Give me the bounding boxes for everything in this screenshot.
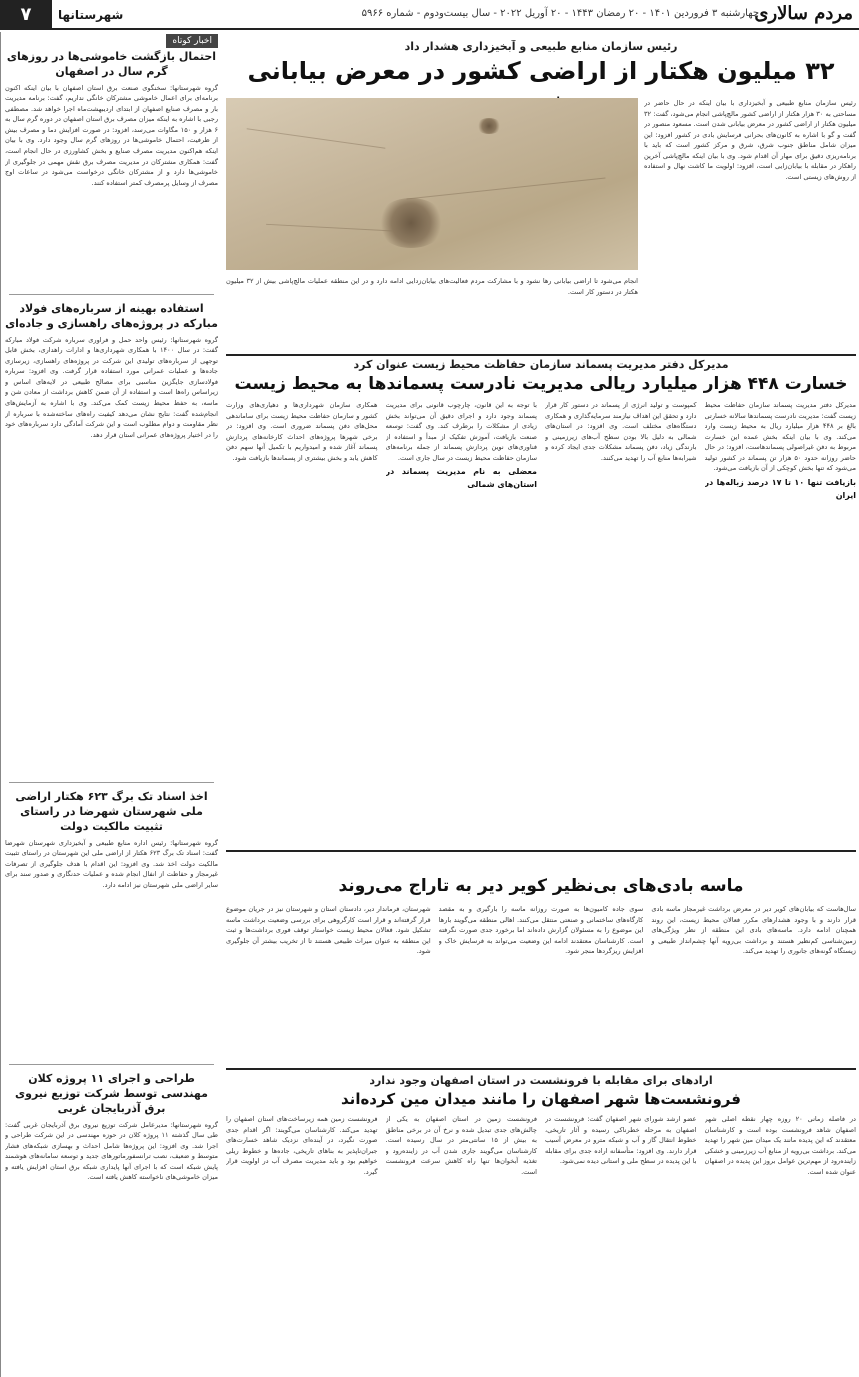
sidebar-news-title: استفاده بهینه از سرباره‌های فولاد مبارکه در پروژه‌های راهسازی و جاده‌ای [5,302,218,330]
shrub [476,118,502,134]
article-land-subsidence [226,1074,856,1374]
article-text: همکاری سازمان شهرداری‌ها و دهیاری‌های وزارت کشور و سازمان حفاظت محیط زیست برای ساماندهی محل‌های دفن پسماند ضروری است. وی افزود: در برخی شهرها پروژه‌های احداث کارخانه‌های پردازش پسماند آغاز شده و امیدواریم با تکمیل آنها سهم دفن کاهش یابد و بخش بیشتری از پسماندها بازیافت شود. [226,401,378,462]
article-divider [226,354,856,356]
news-sidebar [0,32,222,1377]
article-headline: ماسه بادی‌های بی‌نظیر کویر دیر به تاراج می‌روند [338,876,744,896]
article-column: فرونشست زمین در استان اصفهان به یکی از چالش‌های جدی تبدیل شده و نرخ آن در برخی مناطق به بیش از ۱۵ سانتی‌متر در سال رسیده است. کارشناسان می‌گویند جاری شدن آب در زاینده‌رود و تغذیه آبخوان‌ها تنها راه کاهش سرعت فرونشست است. [385,1115,537,1176]
issue-info: چهارشنبه ۳ فروردین ۱۴۰۱ - ۲۰ رمضان ۱۴۴۳ - ۲۰ آوریل ۲۰۲۲ - سال بیست‌و‌دوم - شماره ۵۹۶۶ [361,8,759,19]
masthead [0,0,859,30]
article-subhead: بازیافت تنها ۱۰ تا ۱۷ درصد زباله‌ها در ایران [704,477,856,500]
article-column: رئیس سازمان منابع طبیعی و آبخیزداری با بیان اینکه در حال حاضر در مساحتی به ۳۰ هزار هکتار از اراضی کشور مالچ‌پاشی انجام می‌شود، گفت: ۳۲ میلیون هکتار از اراضی کشور در معرض بیابانی شدن است. مسعود منصور در گفت و گو با اشاره به کانون‌های بحرانی فرسایش بادی در کشور افزود: این میزان شامل مناطق جنوب شرق، شرق و مرکز کشور است که باید با برنامه‌ریزی دقیق برای مهار آن اقدام شود. وی با بیان اینکه مالچ‌پاشی آخرین راهکار در مقابله با بیابان‌زایی است، افزود: اولویت ما کاشت نهال و استفاده از روش‌های زیستی است. [644,99,856,181]
article-waste-management [226,358,856,848]
article-column: عضو ارشد شورای شهر اصفهان گفت: فرونشست در اصفهان به مرحله خطرناکی رسیده و آثار تاریخی، خطوط انتقال گاز و آب و شبکه مترو در معرض آسیب قرار دارند. وی افزود: متأسفانه اراده جدی برای مقابله با این پدیده در سطح ملی و استانی دیده نمی‌شود. [545,1115,697,1166]
sidebar-news-body: گروه شهرستانها: رئیس واحد حمل و فراوری سرباره شرکت فولاد مبارکه گفت: در سال ۱۴۰۰ با همکاری شهرداری‌ها و ادارات راهداری، بخش قابل توجهی از سرباره‌های تولیدی این شرکت در پروژه‌های راهسازی، زیرسازی جاده‌ها و عملیات عمرانی مورد استفاده قرار گرفت. وی افزود: سرباره فولادسازی جایگزین مناسبی برای مصالح طبیعی در لایه‌های اساس و زیراساس راه‌ها است و استفاده از آن ضمن کاهش برداشت از معادن شن و ماسه، به حفظ محیط زیست کمک می‌کند. وی با اشاره به آزمایش‌های انجام‌شده گفت: نتایج نشان می‌دهد کیفیت راه‌های ساخته‌شده با سرباره از نظر مقاومت و دوام مطلوب است و این شرکت آمادگی دارد سرباره‌های خود را در اختیار پروژه‌های عمرانی استان قرار دهد. [5,335,218,439]
article-desertification [226,40,856,352]
article-columns [644,98,856,348]
sidebar-news-title: احتمال بازگشت خاموشی‌ها در روزهای گرم سال در اصفهان [6,50,217,78]
ground-crack [247,128,386,148]
article-text: کمپوست و تولید انرژی از پسماند در دستور کار قرار دارد و تحقق این اهداف نیازمند سرمایه‌گذاری و همکاری دستگاه‌های مختلف است. وی افزود: در استان‌های شمالی به دلیل بالا بودن سطح آب‌های زیرزمینی و بارندگی زیاد، دفن پسماند مشکلات جدی ایجاد کرده و شیرابه‌ها منابع آب را تهدید می‌کنند. [545,401,697,462]
article-column [705,400,857,830]
page-number: ۷ [0,0,52,30]
article-column: فرونشست زمین همه زیرساخت‌های استان اصفهان را تهدید می‌کند. کارشناسان می‌گویند: اگر اقدام جدی صورت نگیرد، در آینده‌ای نزدیک شاهد خسارت‌های جبران‌ناپذیر به بناهای تاریخی، جاده‌ها و خطوط ریلی خواهیم بود و باید مدیریت مصرف آب در اولویت قرار گیرد. [226,1115,378,1176]
article-headline: فرونشست‌ها شهر اصفهان را مانند میدان مین کرده‌اند [341,1090,741,1108]
article-columns [226,1114,856,1364]
desert-photo [226,98,638,270]
article-columns [226,400,856,830]
ground-crack [406,178,605,200]
sidebar-news-body: گروه شهرستانها: مدیرعامل شرکت توزیع نیروی برق آذربایجان غربی گفت: طی سال گذشته ۱۱ پروژه کلان در حوزه مهندسی در این شرکت طراحی و اجرا شد. وی افزود: این پروژه‌ها شامل احداث و بهسازی شبکه‌های فشار متوسط و ضعیف، نصب ترانسفورماتورهای جدید و توسعه سامانه‌های هوشمند پایش شبکه است که با اجرای آنها پایداری شبکه برق استان افزایش یافته و میزان خاموشی‌های ناخواسته کاهش یافته است. [5,1120,218,1182]
article-text: مدیرکل دفتر مدیریت پسماند سازمان حفاظت محیط زیست گفت: مدیریت نادرست پسماندها سالانه خسارتی بالغ بر ۴۴۸ هزار میلیارد ریال به محیط زیست وارد می‌کند. وی با بیان اینکه بخش عمده این خسارت مربوط به دفن غیراصولی پسماندهاست، افزود: در حال حاضر روزانه حدود ۵۰ هزار تن پسماند در کشور تولید می‌شود که تنها بخش کوچکی از آن بازیافت می‌شود. [704,401,856,473]
article-divider [226,1068,856,1070]
article-column: سوی جاده کامیون‌ها به صورت روزانه ماسه را بارگیری و به مقصد کارگاه‌های ساختمانی و صنعتی منتقل می‌کنند. اهالی منطقه می‌گویند بارها این موضوع را به مسئولان گزارش داده‌اند اما برخورد جدی صورت نگرفته است. کارشناسان معتقدند ادامه این وضعیت می‌تواند به فرسایش خاک و افزایش ریزگردها منجر شود. [438,905,644,956]
sidebar-tag: اخبار کوتاه [166,34,218,48]
article-column: در فاصله زمانی ۲۰ روزه چهار نقطه اصلی شهر اصفهان شاهد فرونشست بوده است و کارشناسان معتقدند که این پدیده مانند یک میدان مین شهر را تهدید می‌کند. برداشت بی‌رویه از منابع آب زیرزمینی و خشکی زاینده‌رود از مهم‌ترین عوامل بروز این پدیده در اصفهان عنوان شده است. [704,1115,856,1176]
sidebar-news-body: گروه شهرستانها: سخنگوی صنعت برق استان اصفهان با بیان اینکه اکنون برنامه‌ای برای اعمال خاموشی مشترکان خانگی نداریم، گفت: برنامه مدیریت بار و مصرف صنایع اصفهان از ابتدای اردیبهشت‌ماه اجرا خواهد شد. مصطفی رجبی با اشاره به اینکه میزان مصرف برق استان اصفهان در دوره گرم سال به ۶ هزار و ۱۵۰ مگاوات می‌رسد، افزود: در صورت افزایش دما و مصرف بیش از ظرفیت، احتمال خاموشی‌ها در روزهای گرم سال وجود دارد. وی با بیان اینکه هم‌اکنون مدیریت مصرف صنایع و بخش کشاورزی در حال انجام است، گفت: همکاری مشترکان در مدیریت مصرف برق نقش مهمی در جلوگیری از خاموشی‌ها دارد و از مشترکان خانگی درخواست می‌شود در ساعات اوج مصرف از وسایل پرمصرف کمتر استفاده کنند. [5,83,218,187]
article-column [226,400,378,830]
sidebar-news-body: گروه شهرستانها: رئیس اداره منابع طبیعی و آبخیزداری شهرستان شهرضا گفت: اسناد تک برگ ۶۲۳ هکتار از اراضی ملی این شهرستان در راستای تثبیت مالکیت دولت اخذ شد. وی افزود: این اقدام با هدف جلوگیری از تصرفات غیرمجاز و حفاظت از انفال انجام شده و عملیات حدنگاری و صدور سند برای سایر اراضی ملی شهرستان نیز ادامه دارد. [5,838,218,889]
article-kicker: رئیس سازمان منابع طبیعی و آبخیزداری هشدار داد [404,40,678,53]
article-columns [226,904,856,1054]
sidebar-divider [9,294,214,295]
ground-hole [376,198,446,248]
article-column: سال‌هاست که بیابان‌های کویر دیر در معرض برداشت غیرمجاز ماسه بادی قرار دارند و با وجود هشدارهای مکرر فعالان محیط زیست، این روند همچنان ادامه دارد. ماسه‌های بادی این منطقه از نظر ویژگی‌های زمین‌شناسی کم‌نظیر هستند و برداشت بی‌رویه آنها چشم‌انداز طبیعی و زیستگاه گونه‌های جانوری را تهدید می‌کند. [651,905,856,956]
sidebar-news-title: اخذ اسناد تک برگ ۶۲۳ هکتار اراضی ملی شهرستان شهرضا در راستای تثبیت مالکیت دولت [15,790,208,833]
article-column [545,400,697,830]
article-kicker: ارادهای برای مقابله با فرونشست در استان اصفهان وجود ندارد [369,1074,713,1087]
sidebar-news-item [5,790,218,1060]
article-sand-dunes [226,856,856,1066]
sidebar-news-item [5,302,218,777]
article-kicker: مدیرکل دفتر مدیریت پسماند سازمان حفاظت محیط زیست عنوان کرد [353,358,729,371]
article-subhead: معضلی به نام مدیریت پسماند در استان‌های شمالی [385,467,537,490]
article-headline: ۳۲ میلیون هکتار از اراضی کشور در معرض بیابانی [247,57,835,85]
sidebar-news-item [5,1072,218,1372]
sidebar-divider [9,1064,214,1065]
main-content [226,32,856,1377]
article-headline: خسارت ۴۴۸ هزار میلیارد ریالی مدیریت نادرست پسماندها به محیط زیست [234,374,848,394]
sidebar-divider [9,782,214,783]
sidebar-news-title: طراحی و اجرای ۱۱ پروژه کلان مهندسی توسط شرکت توزیع نیروی برق آذربایجان غربی [15,1072,208,1115]
article-column [386,400,538,830]
sidebar-news-item [5,50,218,290]
photo-caption: انجام می‌شود تا اراضی بیابانی رها نشود و با مشارکت مردم فعالیت‌های بیابان‌زدایی ادامه دارد و در این منطقه عملیات مالچ‌پاشی بیش از ۳۲ میلیون هکتار در دستور کار است. [226,277,638,296]
article-text: با توجه به این قانون، چارچوب قانونی برای مدیریت پسماند وجود دارد و اجرای دقیق آن می‌تواند بخش زیادی از مشکلات را برطرف کند. وی گفت: توسعه صنعت بازیافت، آموزش تفکیک از مبدأ و استفاده از فناوری‌های نوین پردازش پسماند از جمله برنامه‌های سازمان حفاظت محیط زیست در سال جاری است. [385,401,537,462]
newspaper-logo: مردم سالاری [754,3,853,24]
section-name: شهرستانها [58,8,124,22]
article-divider [226,850,856,852]
article-column: شهرستان، فرماندار دیر، دادستان استان و شهرستان نیز در جریان موضوع قرار گرفته‌اند و قرار است کارگروهی برای بررسی وضعیت برداشت ماسه تشکیل شود. فعالان محیط زیست خواستار توقف فوری برداشت‌ها و ثبت این منطقه به عنوان میراث طبیعی هستند تا از تخریب بیشتر آن جلوگیری شود. [226,905,431,956]
